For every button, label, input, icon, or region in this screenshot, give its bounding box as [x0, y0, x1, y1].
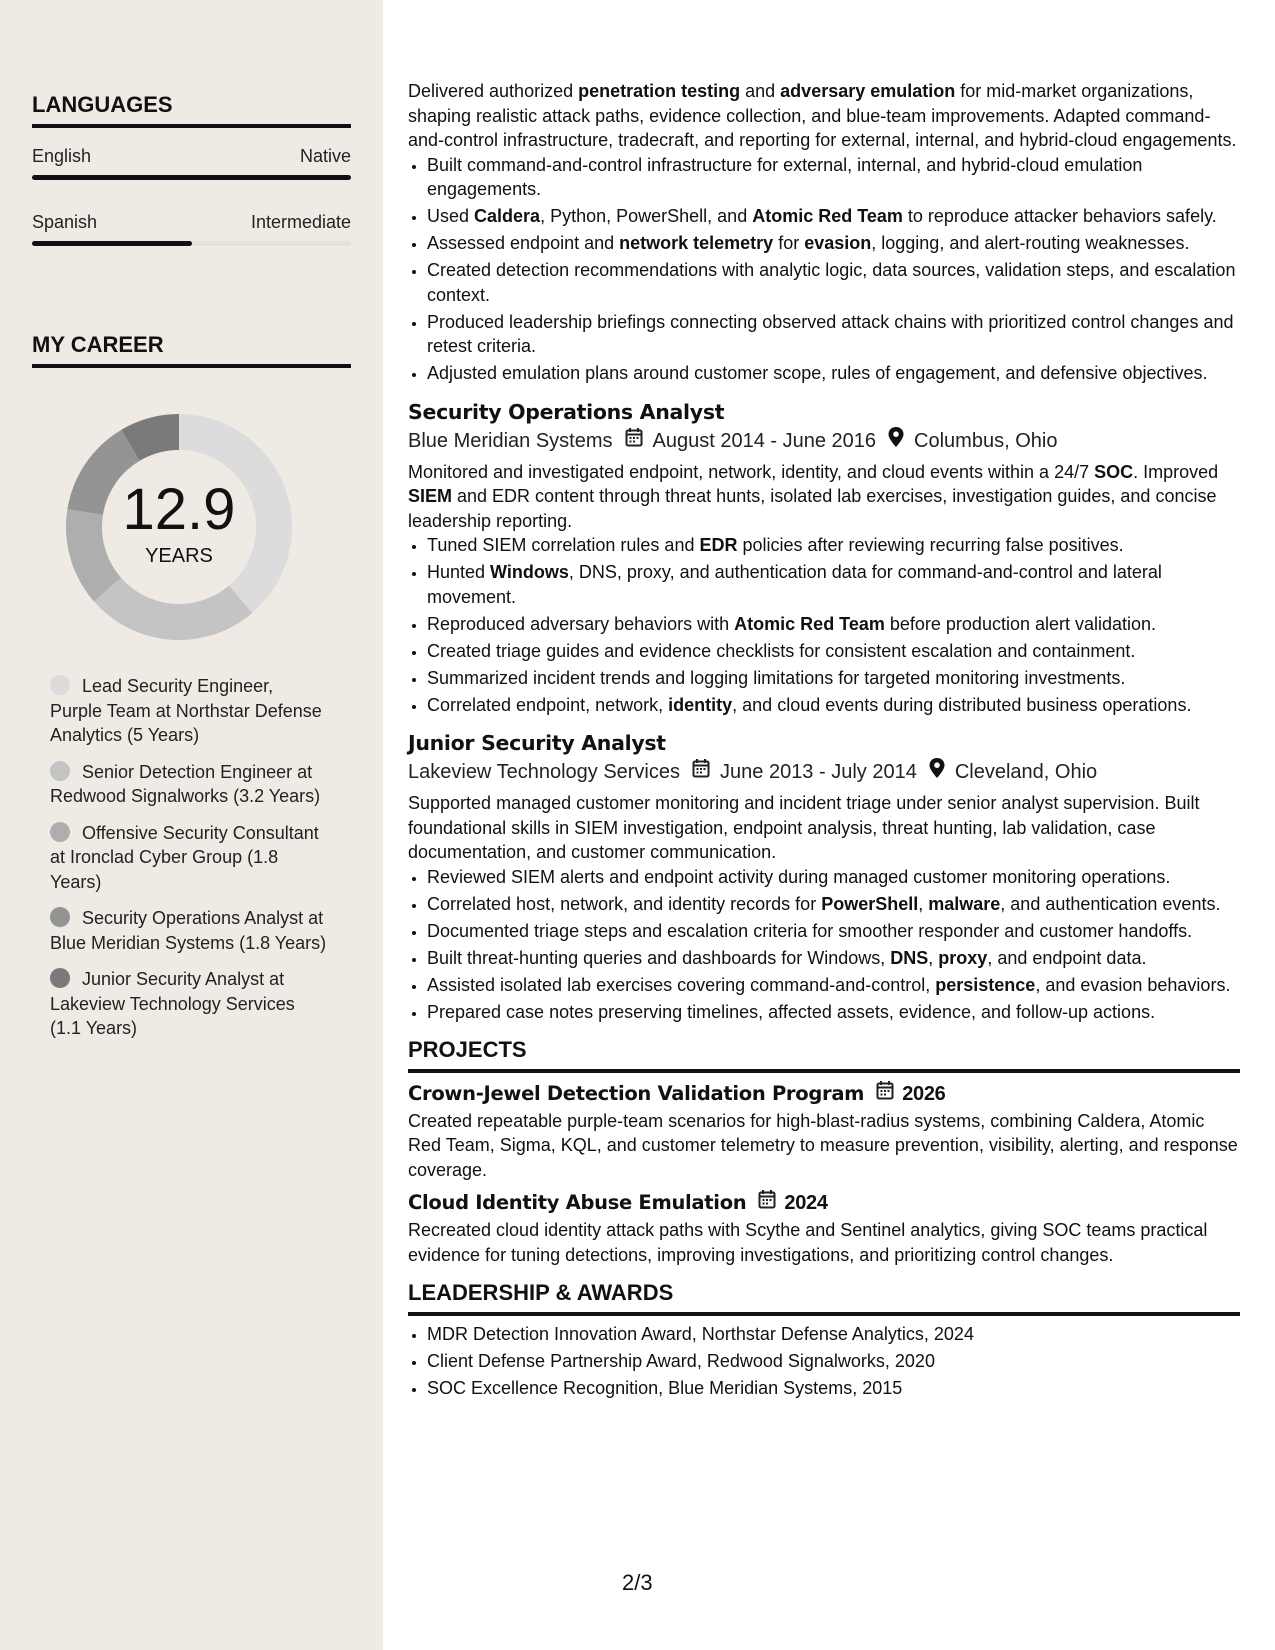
job-company: Lakeview Technology Services [408, 761, 681, 783]
bullet-item [427, 153, 1240, 202]
job-summary [408, 460, 1240, 534]
bullet-item [427, 231, 1240, 256]
bullet-keyword: malware [928, 893, 1001, 914]
bullet-keyword: network telemetry [619, 233, 774, 253]
summary-keyword: penetration testing [578, 81, 741, 101]
bullet-text: before production alert validation. [884, 613, 1157, 634]
project-title: Crown-Jewel Detection Validation Program [408, 1081, 865, 1105]
calendar-icon [692, 757, 710, 787]
sidebar [0, 0, 383, 1650]
bullet-item [427, 973, 1240, 998]
total-years-unit: YEARS [145, 544, 213, 567]
bullet-item [427, 919, 1240, 944]
bullet-text: policies after reviewing recurring false positives. [737, 535, 1124, 555]
bullet-text: , and endpoint data. [987, 947, 1147, 968]
bullet-text: Documented triage steps and escalation criteria for smoother responder and customer handoffs. [427, 920, 1193, 941]
languages-heading: LANGUAGES [32, 92, 351, 128]
career-legend-item [50, 674, 330, 748]
calendar-icon [758, 1188, 776, 1218]
bullet-item [427, 204, 1240, 229]
bullet-text: Correlated host, network, and identity records for [427, 893, 822, 914]
awards-list [408, 1322, 1240, 1401]
job-dates: June 2013 - July 2014 [720, 761, 917, 783]
bullet-text: , [918, 893, 929, 914]
bullet-text: , and authentication events. [1000, 893, 1221, 914]
career-section [32, 332, 351, 368]
bullet-item [427, 693, 1240, 718]
bullet-item [427, 533, 1240, 558]
bullet-keyword: evasion [804, 233, 872, 253]
bullet-text: Summarized incident trends and logging limitations for targeted monitoring investments. [427, 667, 1126, 688]
project-item [408, 1079, 1240, 1183]
bullet-text: , and evasion behaviors. [1035, 974, 1231, 995]
job-title: Security Operations Analyst [408, 399, 725, 424]
job-bullets [408, 865, 1240, 1025]
bullet-item [427, 865, 1240, 890]
bullet-text: Created triage guides and evidence checklists for consistent escalation and containment. [427, 640, 1136, 661]
bullet-text: Prepared case notes preserving timelines, affected assets, evidence, and follow-up actions. [427, 1001, 1156, 1022]
job-meta [408, 757, 1240, 787]
bullet-text: , [928, 947, 939, 968]
bullet-keyword: PowerShell [821, 893, 919, 914]
legend-dot [50, 822, 70, 842]
bullet-keyword: Atomic Red Team [752, 206, 903, 226]
bullet-text: Correlated endpoint, network, [427, 694, 669, 715]
bullet-keyword: Windows [490, 562, 569, 582]
career-legend-label: Security Operations Analyst at Blue Meridian Systems (1.8 Years) [50, 908, 327, 953]
language-row [32, 212, 351, 233]
job-title: Junior Security Analyst [408, 731, 666, 755]
bullet-keyword: proxy [938, 947, 988, 968]
bullet-text: Adjusted emulation plans around customer scope, rules of engagement, and defensive objectives. [427, 363, 1208, 383]
job-company: Blue Meridian Systems [408, 429, 613, 452]
page-number: 2/3 [622, 1570, 653, 1595]
career-legend-item [50, 760, 330, 809]
career-legend-label: Lead Security Engineer, Purple Team at Northstar Defense Analytics (5 Years) [50, 676, 322, 745]
project-title-row [408, 1079, 1240, 1109]
summary-keyword: SOC [1094, 461, 1134, 482]
career-legend-item [50, 821, 330, 895]
bullet-item [427, 612, 1240, 637]
bullet-item [427, 560, 1240, 609]
bullet-item [427, 310, 1240, 359]
bullet-text: Hunted [427, 562, 491, 582]
legend-dot [50, 761, 70, 781]
bullet-item [427, 946, 1240, 971]
donut-center [66, 414, 292, 640]
bullet-text: Created detection recommendations with analytic logic, data sources, validation steps, and escalation context. [427, 260, 1236, 305]
project-title-row [408, 1188, 1240, 1218]
language-level: Native [299, 146, 351, 166]
bullet-text: to reproduce attacker behaviors safely. [902, 206, 1217, 226]
language-name: English [32, 146, 92, 166]
summary-text: . Improved [1133, 461, 1219, 482]
job-location: Cleveland, Ohio [954, 761, 1098, 783]
bullet-item [427, 666, 1240, 691]
language-level: Intermediate [250, 212, 351, 232]
summary-keyword: adversary emulation [780, 81, 956, 101]
project-description: Created repeatable purple-team scenarios for high-blast-radius systems, combining Caldera, Atomic Red Team, Sigma, KQL, and customer telemetry to measure prevention, visibility, alerting, and response coverage. [408, 1110, 1238, 1180]
languages-section [32, 92, 351, 246]
bullet-text: Produced leadership briefings connecting observed attack chains with prioritized control changes and retest criteria. [427, 311, 1234, 356]
bullet-text: Used [427, 206, 475, 226]
awards-heading: LEADERSHIP & AWARDS [408, 1281, 1240, 1316]
language-row [32, 146, 351, 167]
location-pin-icon [888, 426, 904, 456]
bullet-text: Reproduced adversary behaviors with [427, 613, 735, 634]
award-item: • MDR Detection Innovation Award, Northstar Defense Analytics, 2024 [427, 1322, 1240, 1347]
location-pin-icon [929, 757, 945, 787]
bullet-keyword: persistence [935, 974, 1036, 995]
job-meta [408, 426, 1240, 456]
career-donut-chart [66, 414, 292, 640]
bullet-keyword: Atomic Red Team [734, 613, 885, 634]
bullet-text: Reviewed SIEM alerts and endpoint activity during managed customer monitoring operations. [427, 866, 1171, 887]
main-content [408, 79, 1240, 1403]
summary-text: Delivered authorized [408, 81, 579, 101]
career-legend-label: Offensive Security Consultant at Ironclad Cyber Group (1.8 Years) [50, 822, 319, 892]
job-dates: August 2014 - June 2016 [652, 429, 877, 452]
summary-keyword: SIEM [408, 486, 453, 506]
legend-dot [50, 968, 70, 988]
bullet-item [427, 639, 1240, 664]
project-description: Recreated cloud identity attack paths with Scythe and Sentinel analytics, giving SOC teams practical evidence for tuning detections, improving investigations, and prioritizing control changes. [408, 1220, 1208, 1265]
bullet-text: for [773, 233, 805, 253]
bullet-item [427, 892, 1240, 917]
career-legend-label: Junior Security Analyst at Lakeview Technology Services (1.1 Years) [50, 969, 295, 1038]
bullet-keyword: DNS [890, 947, 929, 968]
bullet-text: Tuned SIEM correlation rules and [427, 535, 700, 555]
summary-text: Monitored and investigated endpoint, network, identity, and cloud events within a 24/7 [408, 461, 1095, 482]
bullet-text: , logging, and alert-routing weaknesses. [871, 233, 1190, 253]
career-legend-label: Senior Detection Engineer at Redwood Signalworks (3.2 Years) [50, 761, 321, 806]
language-bar [32, 241, 351, 246]
bullet-text: , DNS, proxy, and authentication data for command-and-control and lateral movement. [427, 562, 1162, 607]
bullet-text: Built command-and-control infrastructure for external, internal, and hybrid-cloud emulation engagements. [427, 154, 1143, 199]
calendar-icon [625, 426, 643, 456]
award-item: • Client Defense Partnership Award, Redwood Signalworks, 2020 [427, 1349, 1240, 1374]
summary-text: and EDR content through threat hunts, isolated lab exercises, investigation guides, and concise leadership reporting. [408, 486, 1217, 531]
project-title: Cloud Identity Abuse Emulation [408, 1191, 747, 1214]
career-legend-item [50, 906, 330, 955]
career-heading: MY CAREER [32, 332, 351, 368]
experience-summary [408, 79, 1240, 153]
bullet-text: , Python, PowerShell, and [540, 206, 753, 226]
bullet-text: Assessed endpoint and [427, 233, 620, 253]
job-summary: Supported managed customer monitoring and incident triage under senior analyst supervision. Built foundational skills in SIEM investigation, endpoint analysis, threat hunting, lab validation, case documentation, and customer communication. [408, 793, 1200, 862]
experience-bullets [408, 153, 1240, 386]
bullet-item [427, 361, 1240, 386]
total-years-value: 12.9 [122, 476, 236, 542]
job-bullets [408, 533, 1240, 717]
award-item: • SOC Excellence Recognition, Blue Meridian Systems, 2015 [427, 1376, 1240, 1401]
bullet-text: , and cloud events during distributed business operations. [732, 694, 1192, 715]
project-year: 2024 [784, 1192, 828, 1214]
summary-text: and [740, 81, 781, 101]
language-name: Spanish [32, 212, 98, 232]
bullet-item [427, 1000, 1240, 1025]
career-legend [50, 674, 330, 1053]
legend-dot [50, 907, 70, 927]
summary-text: for mid-market organizations, shaping realistic attack paths, evidence collection, and blue-team improvements. Adapted command-and-control infrastructure, tradecraft, and reporting for external, internal, and hybrid-cloud engagements. [408, 81, 1237, 150]
bullet-keyword: EDR [699, 535, 738, 555]
bullet-keyword: Caldera [474, 206, 541, 226]
language-bar-fill [32, 175, 351, 180]
projects-heading: PROJECTS [408, 1038, 1240, 1073]
job-location: Columbus, Ohio [914, 429, 1058, 452]
bullet-text: Assisted isolated lab exercises covering command-and-control, [427, 974, 936, 995]
project-year: 2026 [902, 1082, 946, 1105]
language-bar [32, 175, 351, 180]
bullet-keyword: identity [668, 694, 733, 715]
career-legend-item [50, 967, 330, 1041]
bullet-item [427, 258, 1240, 307]
calendar-icon [876, 1079, 894, 1109]
project-item [408, 1188, 1240, 1267]
bullet-text: Built threat-hunting queries and dashboards for Windows, [427, 947, 891, 968]
legend-dot [50, 675, 70, 695]
language-bar-fill [32, 241, 192, 246]
